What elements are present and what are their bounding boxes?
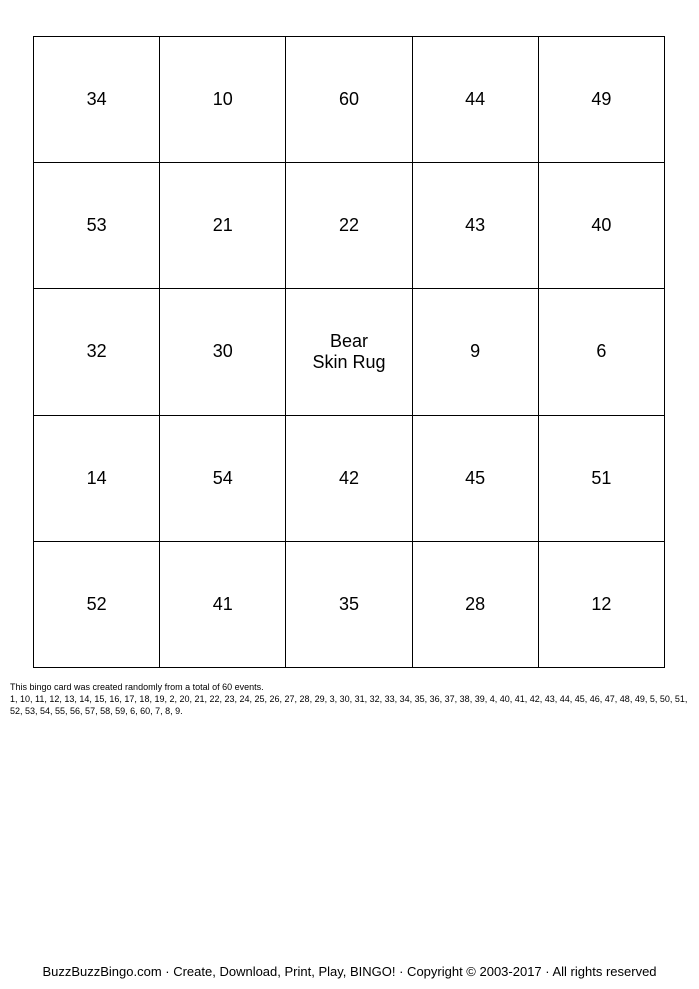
page-footer: BuzzBuzzBingo.com · Create, Download, Print, Play, BINGO! · Copyright © 2003-2017 · All rights reserved [42,964,657,979]
bingo-cell: 6 [538,289,664,415]
bingo-row [34,289,665,415]
bingo-cell: 60 [286,37,412,163]
bingo-cell: 45 [412,415,538,541]
bingo-cell: 51 [538,415,664,541]
bingo-cell: 35 [286,541,412,667]
bingo-free-cell: Bear Skin Rug [286,289,412,415]
bingo-cell: 32 [34,289,160,415]
event-list: 1, 10, 11, 12, 13, 14, 15, 16, 17, 18, 19, 2, 20, 21, 22, 23, 24, 25, 26, 27, 28, 29, 3, 30, 31, 32, 33, 34, 35, 36, 37, 38, 39, 4, 40, 41, 42, 43, 44, 45, 46, 47, 48, 49, 5, 50, 51, 52, 53, 54, 55, 56, 57, 58, 59, 6, 60, 7, 8, 9. [10,694,688,716]
bingo-row [34,541,665,667]
bingo-cell: 43 [412,163,538,289]
bingo-cell: 22 [286,163,412,289]
card-info [10,681,690,717]
bingo-cell: 49 [538,37,664,163]
bingo-row [34,163,665,289]
card-summary: This bingo card was created randomly from a total of 60 events. [10,682,264,692]
bingo-row [34,37,665,163]
bingo-cell: 28 [412,541,538,667]
bingo-cell: 10 [160,37,286,163]
bingo-cell: 52 [34,541,160,667]
bingo-cell: 44 [412,37,538,163]
bingo-cell: 34 [34,37,160,163]
bingo-cell: 42 [286,415,412,541]
bingo-cell: 14 [34,415,160,541]
bingo-row [34,415,665,541]
bingo-cell: 12 [538,541,664,667]
bingo-card [33,36,665,668]
bingo-cell: 53 [34,163,160,289]
bingo-cell: 9 [412,289,538,415]
bingo-cell: 54 [160,415,286,541]
bingo-cell: 40 [538,163,664,289]
bingo-cell: 30 [160,289,286,415]
bingo-cell: 21 [160,163,286,289]
bingo-cell: 41 [160,541,286,667]
